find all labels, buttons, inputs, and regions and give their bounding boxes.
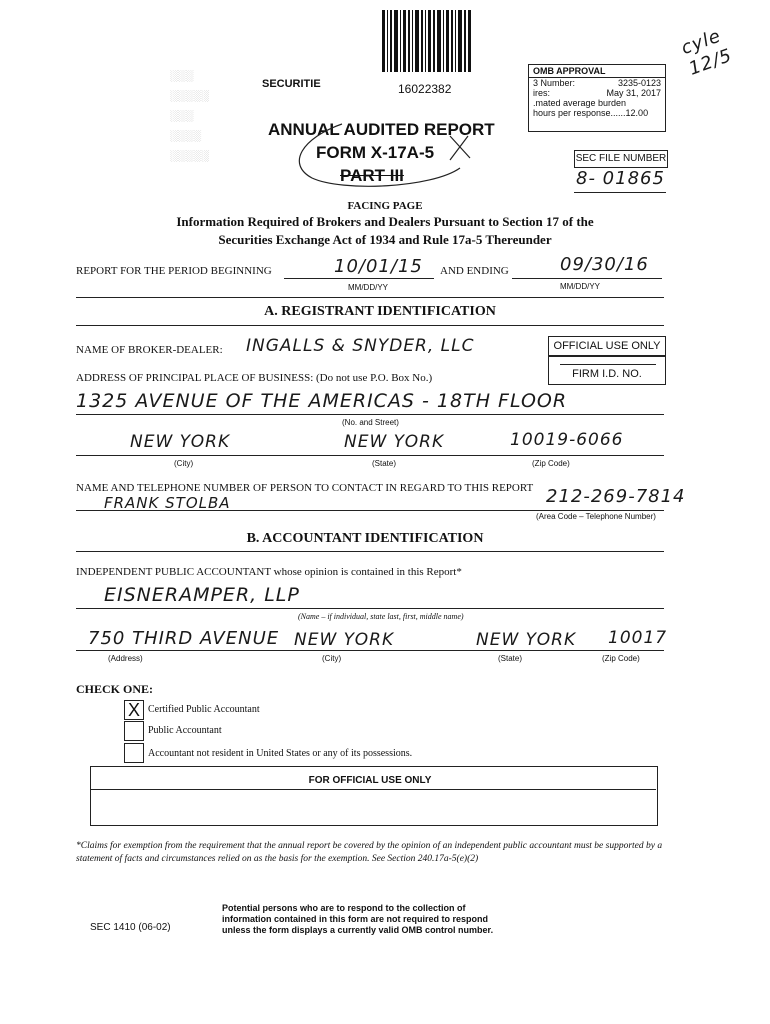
omb-approval-box — [528, 64, 666, 132]
faded-stamp: ░░░ ░░░░░ ░░░ ░░░░ ░░░░░ — [170, 70, 209, 162]
heading-line-2: Securities Exchange Act of 1934 and Rule 17a-5 Thereunder — [218, 232, 552, 247]
barcode — [382, 10, 474, 74]
period-begin-label: REPORT FOR THE PERIOD BEGINNING — [76, 265, 272, 277]
period-end-label: AND ENDING — [440, 265, 509, 277]
omb-expires-value: May 31, 2017 — [606, 88, 661, 98]
official-use-only-label: OFFICIAL USE ONLY — [548, 336, 666, 356]
omb-number-label: 3 Number: — [533, 78, 576, 88]
state-value: NEW YORK — [344, 432, 445, 452]
non-resident-accountant-checkbox[interactable] — [124, 743, 144, 763]
contact-phone: 212-269-7814 — [546, 486, 686, 507]
accountant-zip: 10017 — [608, 628, 668, 648]
heading-line-1: Information Required of Brokers and Dealers Pursuant to Section 17 of the — [176, 214, 594, 229]
certified-public-accountant-label: Certified Public Accountant — [148, 704, 260, 715]
accountant-city-caption: (City) — [322, 654, 342, 663]
city-caption: (City) — [174, 459, 194, 468]
for-official-use-title: FOR OFFICIAL USE ONLY — [308, 775, 432, 786]
accountant-city: NEW YORK — [294, 630, 395, 650]
phone-caption: (Area Code – Telephone Number) — [536, 512, 656, 521]
state-caption: (State) — [372, 459, 397, 468]
handwritten-circle — [282, 116, 482, 192]
accountant-zip-caption: (Zip Code) — [602, 654, 640, 663]
corner-note: cyle 12/5 — [678, 25, 736, 80]
barcode-number: 16022382 — [398, 82, 452, 96]
zip-caption: (Zip Code) — [532, 459, 570, 468]
city-value: NEW YORK — [130, 432, 231, 452]
omb-notice — [222, 903, 493, 936]
broker-label: NAME OF BROKER-DEALER: — [76, 344, 223, 356]
contact-label: NAME AND TELEPHONE NUMBER OF PERSON TO CONTACT IN REGARD TO THIS REPORT — [76, 482, 534, 494]
check-one-title: CHECK ONE: — [76, 682, 154, 696]
accountant-name-caption: (Name – if individual, state last, first, middle name) — [298, 612, 464, 621]
street-value: 1325 AVENUE OF THE AMERICAS - 18TH FLOOR — [76, 390, 568, 412]
agency-name: SECURITIE — [262, 78, 321, 90]
section-b-title: B. ACCOUNTANT IDENTIFICATION — [246, 531, 484, 546]
public-accountant-checkbox[interactable] — [124, 721, 144, 741]
zip-value: 10019-6066 — [510, 430, 624, 450]
omb-notice-line-3: unless the form displays a currently valid OMB control number. — [222, 925, 494, 935]
section-a-title: A. REGISTRANT IDENTIFICATION — [264, 304, 496, 319]
non-resident-accountant-label: Accountant not resident in United States or any of its possessions. — [148, 748, 413, 759]
omb-notice-line-1: Potential persons who are to respond to the collection of — [222, 903, 466, 913]
contact-name: FRANK STOLBA — [104, 494, 231, 512]
accountant-address-caption: (Address) — [108, 654, 143, 663]
sec-file-number: 8- 01865 — [576, 168, 665, 189]
street-caption: (No. and Street) — [342, 418, 399, 427]
end-date-format: MM/DD/YY — [560, 282, 600, 291]
facing-page-label: FACING PAGE — [347, 200, 423, 212]
firm-id-label: FIRM I.D. NO. — [572, 368, 642, 380]
accountant-label: INDEPENDENT PUBLIC ACCOUNTANT whose opinion is contained in this Report* — [76, 566, 462, 578]
omb-notice-line-2: information contained in this form are not required to respond — [222, 914, 489, 924]
omb-burden-line2: hours per response......12.00 — [533, 108, 649, 118]
broker-name: INGALLS & SNYDER, LLC — [246, 336, 475, 356]
accountant-state-caption: (State) — [498, 654, 523, 663]
omb-expires-label: ires: — [533, 88, 551, 98]
exemption-footnote: *Claims for exemption from the requirement that the annual report be covered by the opinion of an independent public accountant must be supported by a statement of facts and circumstances relied on as the basis for the exemption. See Section 240.17a-5(e)(2) — [76, 841, 663, 864]
omb-number-value: 3235-0123 — [617, 78, 661, 88]
public-accountant-label: Public Accountant — [148, 725, 222, 736]
annual-report-title: ANNUAL AUDITED REPORT — [268, 120, 495, 139]
begin-date-format: MM/DD/YY — [348, 283, 388, 292]
form-title: FORM X-17A-5 — [316, 143, 435, 162]
period-end-value: 09/30/16 — [560, 254, 649, 275]
address-label: ADDRESS OF PRINCIPAL PLACE OF BUSINESS: (Do not use P.O. Box No.) — [76, 372, 433, 384]
omb-heading: OMB APPROVAL — [529, 65, 665, 78]
sec-file-label: SEC FILE NUMBER — [574, 150, 668, 168]
accountant-address: 750 THIRD AVENUE — [88, 628, 280, 649]
period-begin-value: 10/01/15 — [334, 256, 423, 277]
accountant-state: NEW YORK — [476, 630, 577, 650]
sec-form-number: SEC 1410 (06-02) — [90, 922, 171, 933]
omb-burden-line1: .mated average burden — [533, 98, 627, 108]
part-title: PART III — [340, 166, 404, 185]
certified-public-accountant-checkbox[interactable]: X — [124, 700, 144, 720]
accountant-name: EISNERAMPER, LLP — [104, 584, 300, 606]
